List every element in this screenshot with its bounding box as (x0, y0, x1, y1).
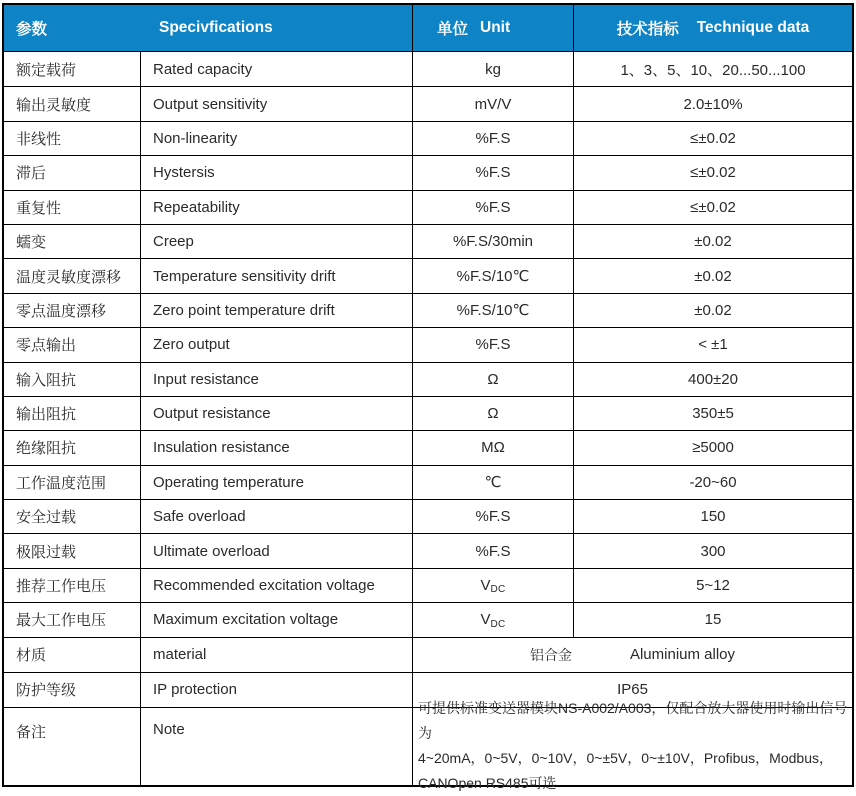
value-cell: 1、3、5、10、20...50...100 (573, 52, 852, 86)
material-value-zh: 铝合金 (529, 646, 572, 663)
unit-subscript: DC (490, 618, 506, 630)
unit-cell (412, 87, 573, 120)
spec-en: Safe overload (140, 500, 412, 533)
spec-row (4, 465, 852, 499)
material-row (4, 637, 852, 672)
spec-en: Non-linearity (140, 122, 412, 155)
spec-row (4, 121, 852, 155)
unit-cell (412, 466, 573, 499)
unit-text: kg (485, 60, 501, 78)
unit-cell (412, 534, 573, 567)
unit-text: mV/V (474, 95, 512, 113)
spec-row (4, 327, 852, 361)
spec-en: IP protection (140, 673, 412, 707)
unit-cell (412, 294, 573, 327)
spec-row (4, 568, 852, 602)
spec-row (4, 499, 852, 533)
value-cell: 15 (573, 603, 852, 636)
spec-row (4, 155, 852, 189)
unit-text: %F.S (475, 508, 511, 526)
specification-table (2, 3, 854, 792)
value-cell: ≥5000 (573, 431, 852, 464)
spec-row (4, 362, 852, 396)
param-zh: 滞后 (16, 165, 47, 183)
value-cell: < ±1 (573, 328, 852, 361)
spec-row (4, 190, 852, 224)
spec-row (4, 224, 852, 258)
spec-en: Rated capacity (140, 52, 412, 86)
unit-text: %F.S (475, 336, 511, 354)
spec-en: Ultimate overload (140, 534, 412, 567)
header-specifications: Specivfications (159, 19, 273, 36)
param-zh: 工作温度范围 (16, 474, 107, 492)
param-zh: 最大工作电压 (16, 612, 107, 630)
spec-row (4, 52, 852, 86)
param-zh: 绝缘阻抗 (16, 440, 77, 458)
note-line: CANOpen RS485可选 (418, 775, 557, 792)
unit-cell (412, 52, 573, 86)
note-line: 4~20mA，0~5V，0~10V，0~±5V，0~±10V，Profibus，Modbus， (418, 750, 833, 767)
unit-cell (412, 500, 573, 533)
header-param: 参数 (16, 21, 48, 38)
material-value-cell (412, 638, 852, 672)
unit-text: ℃ (484, 474, 502, 492)
header-technique-en: Technique data (696, 19, 810, 36)
value-cell: ≤±0.02 (573, 122, 852, 155)
header-unit-zh: 单位 (437, 21, 469, 38)
unit-cell (412, 363, 573, 396)
param-zh: 零点温度漂移 (16, 302, 107, 320)
value-cell: 350±5 (573, 397, 852, 430)
param-zh: 防护等级 (16, 682, 77, 700)
unit-text: %F.S (475, 198, 511, 216)
spec-en: Temperature sensitivity drift (140, 259, 412, 292)
spec-en: Input resistance (140, 363, 412, 396)
unit-cell (412, 431, 573, 464)
unit-cell (412, 569, 573, 602)
unit-cell (412, 397, 573, 430)
unit-text: %F.S (475, 542, 511, 560)
spec-en: Zero output (140, 328, 412, 361)
param-zh: 额定载荷 (16, 61, 77, 79)
spec-row (4, 293, 852, 327)
header-technique-zh: 技术指标 (616, 21, 679, 38)
param-zh: 非线性 (16, 130, 62, 148)
spec-en: Maximum excitation voltage (140, 603, 412, 636)
unit-text: %F.S (475, 129, 511, 147)
spec-en: Repeatability (140, 191, 412, 224)
param-zh: 备注 (16, 723, 47, 741)
spec-en: Zero point temperature drift (140, 294, 412, 327)
param-zh: 材质 (16, 647, 47, 665)
note-line: 可提供标准变送器模块NS-A002/A003，仅配合放大器使用时输出信号为 (418, 700, 848, 742)
value-cell: 300 (573, 534, 852, 567)
value-cell: -20~60 (573, 466, 852, 499)
param-zh: 输入阻抗 (16, 371, 77, 389)
value-cell: 150 (573, 500, 852, 533)
spec-en: Insulation resistance (140, 431, 412, 464)
value-cell: 2.0±10% (573, 87, 852, 120)
unit-cell (412, 328, 573, 361)
ip-value-cell: IP65 (412, 673, 852, 707)
param-zh: 蠕变 (16, 234, 47, 252)
table-header (4, 5, 852, 52)
spec-row (4, 430, 852, 464)
unit-cell (412, 191, 573, 224)
unit-text: MΩ (481, 439, 505, 457)
spec-row (4, 396, 852, 430)
spec-en: Output sensitivity (140, 87, 412, 120)
value-cell: ±0.02 (573, 259, 852, 292)
unit-cell (412, 603, 573, 636)
param-zh: 温度灵敏度漂移 (16, 268, 122, 286)
header-unit-en: Unit (480, 19, 511, 36)
unit-text: %F.S/30min (452, 233, 534, 251)
unit-text: %F.S (475, 164, 511, 182)
unit-cell (412, 225, 573, 258)
spec-row (4, 602, 852, 636)
param-zh: 安全过载 (16, 509, 77, 527)
spec-en: Note (140, 708, 412, 785)
note-text-cell (412, 700, 852, 792)
unit-text: Ω (487, 405, 499, 423)
spec-en: Creep (140, 225, 412, 258)
value-cell: ≤±0.02 (573, 156, 852, 189)
spec-en: Output resistance (140, 397, 412, 430)
unit-text: %F.S/10℃ (456, 302, 530, 320)
unit-cell (412, 259, 573, 292)
param-zh: 极限过载 (16, 543, 77, 561)
unit-cell (412, 122, 573, 155)
unit-text: V (480, 577, 491, 595)
spec-en: Operating temperature (140, 466, 412, 499)
param-zh: 输出灵敏度 (16, 96, 92, 114)
unit-text: V (480, 611, 491, 629)
header-technique-data (573, 5, 852, 51)
value-cell: ±0.02 (573, 225, 852, 258)
note-row (4, 700, 852, 792)
unit-subscript: DC (490, 584, 506, 596)
param-zh: 零点输出 (16, 337, 77, 355)
spec-en: material (140, 638, 412, 672)
value-cell: 400±20 (573, 363, 852, 396)
unit-text: %F.S/10℃ (456, 268, 530, 286)
value-cell: ±0.02 (573, 294, 852, 327)
spec-row (4, 533, 852, 567)
spec-row (4, 258, 852, 292)
value-cell: 5~12 (573, 569, 852, 602)
param-zh: 重复性 (16, 199, 62, 217)
spec-row (4, 86, 852, 120)
spec-en: Hystersis (140, 156, 412, 189)
material-value-en: Aluminium alloy (629, 646, 736, 664)
unit-text: Ω (487, 370, 499, 388)
param-zh: 输出阻抗 (16, 406, 77, 424)
param-zh: 推荐工作电压 (16, 578, 107, 596)
unit-cell (412, 156, 573, 189)
spec-en: Recommended excitation voltage (140, 569, 412, 602)
header-unit (412, 5, 573, 51)
value-cell: ≤±0.02 (573, 191, 852, 224)
